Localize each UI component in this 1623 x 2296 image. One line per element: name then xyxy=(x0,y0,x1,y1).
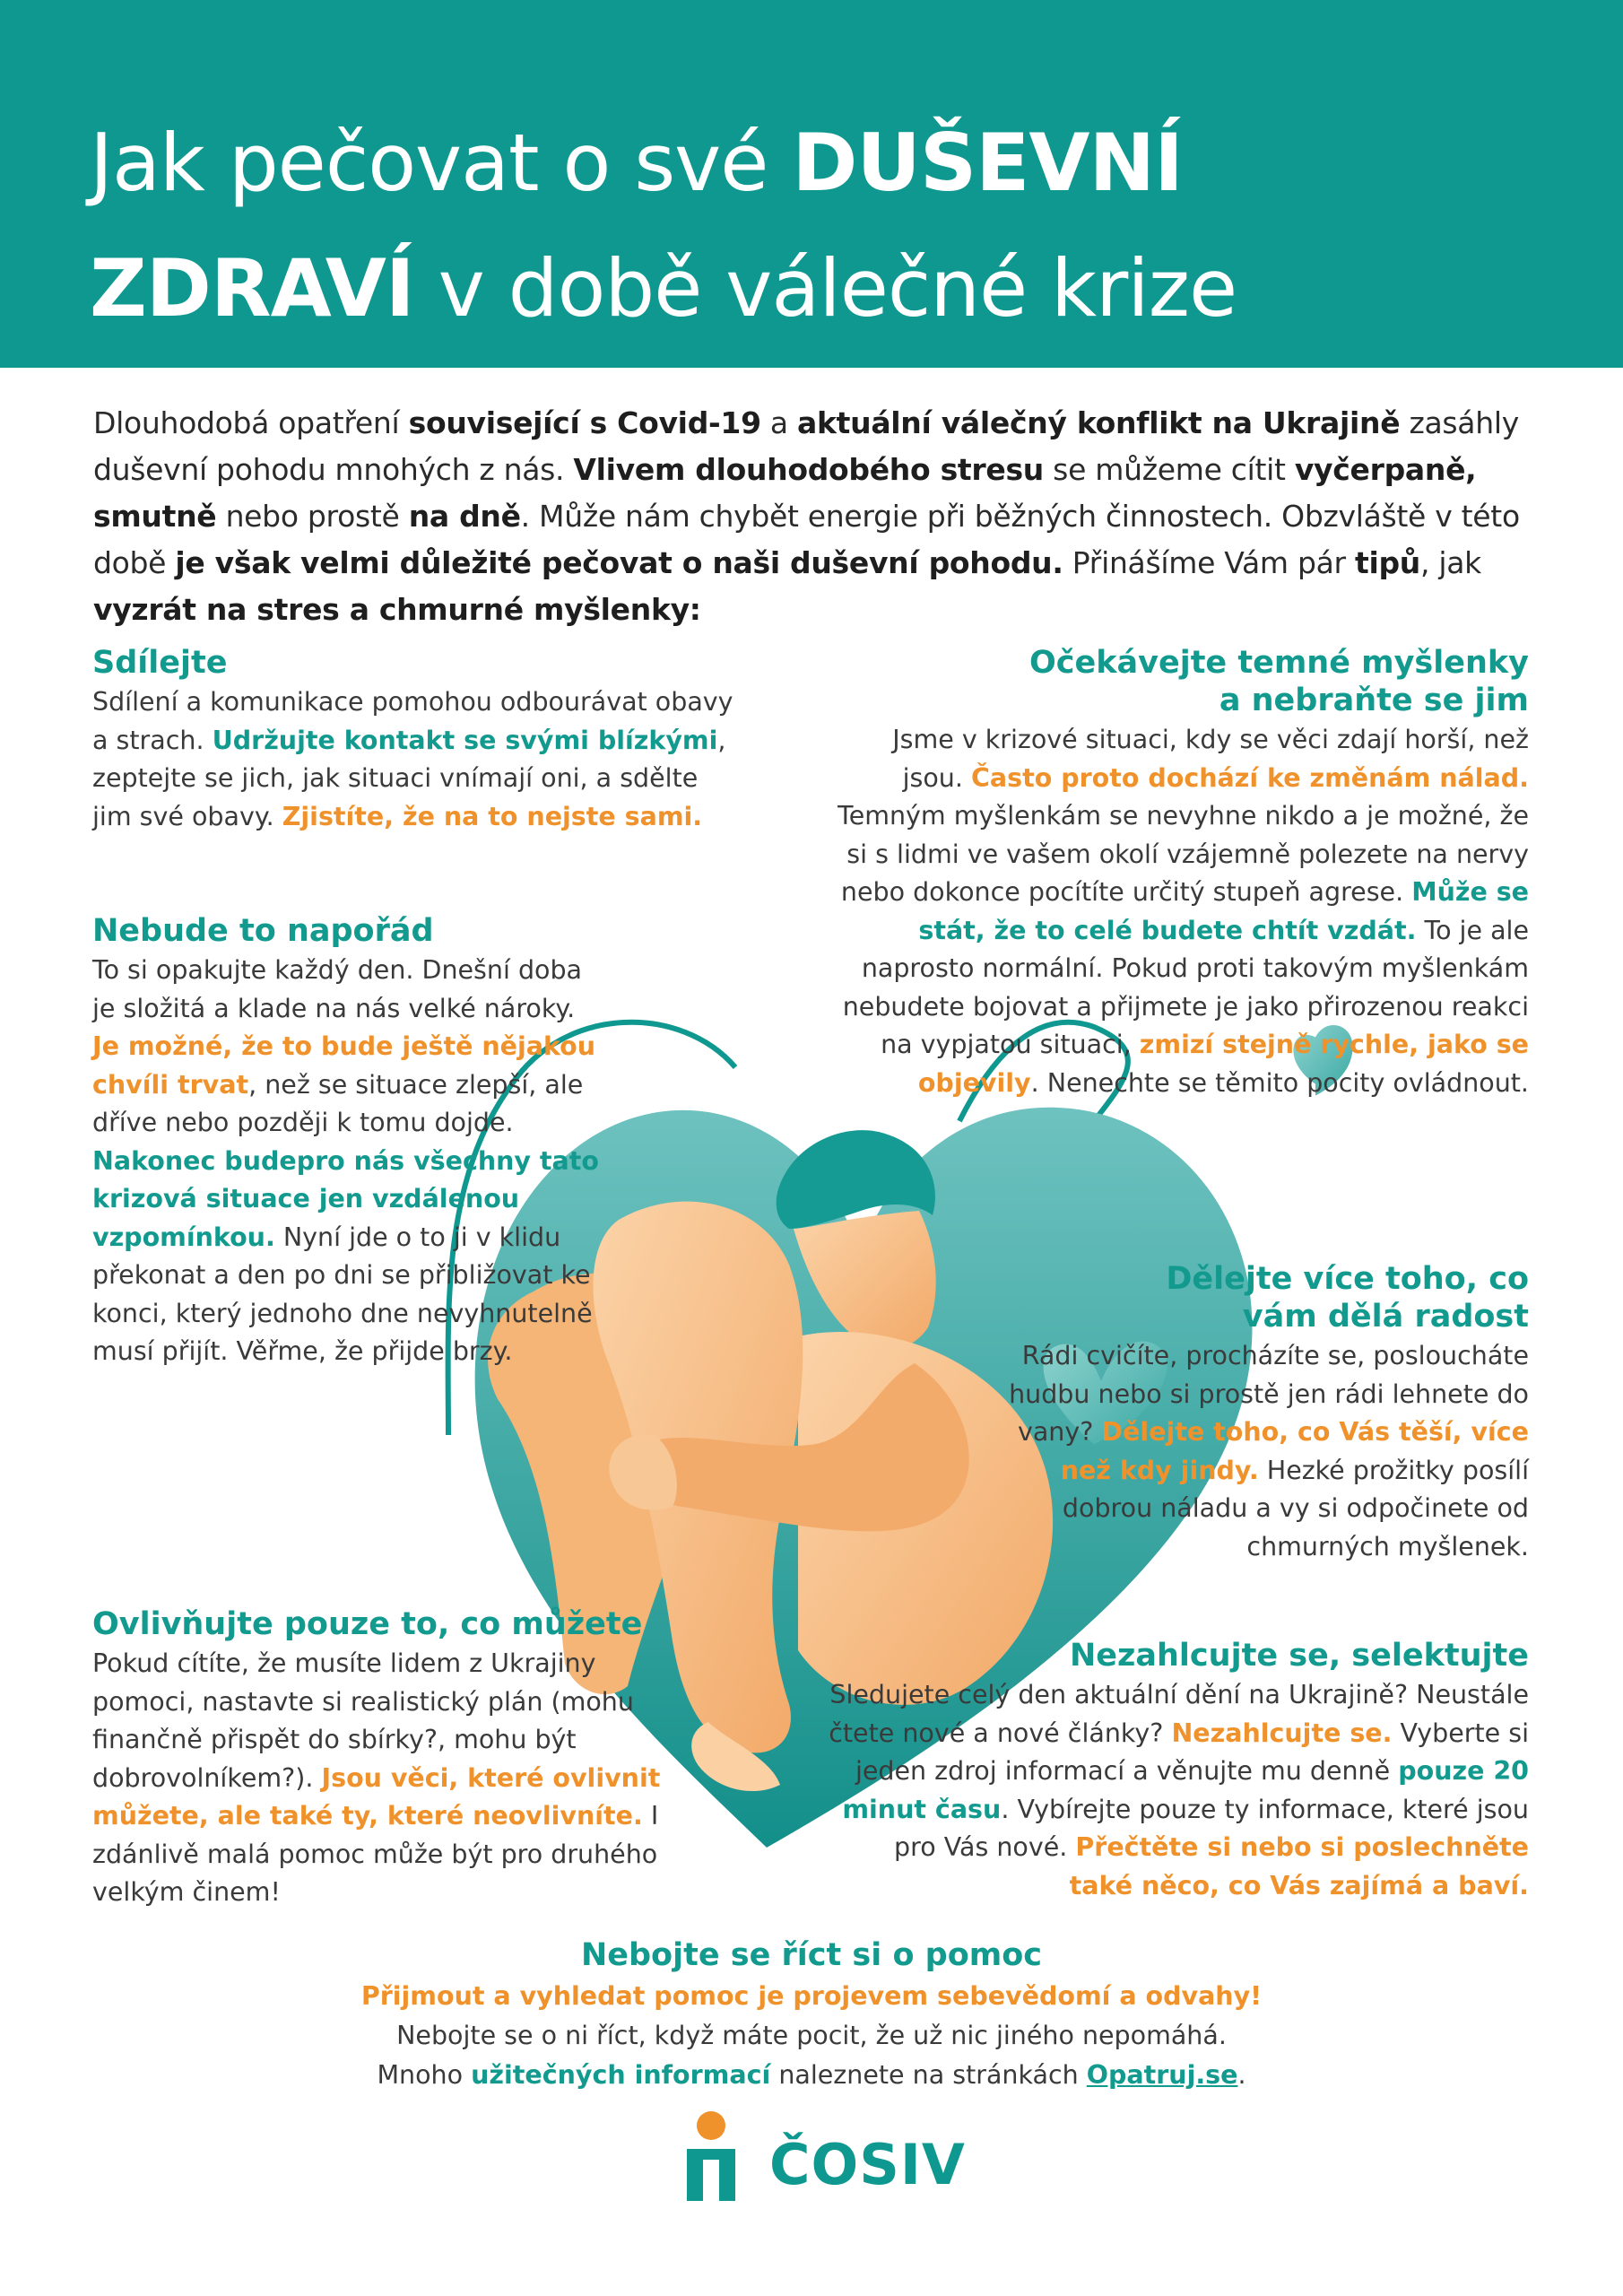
text-run: Sdílení a komunikace pomohou odbourávat obavy a strach. xyxy=(92,687,733,755)
text-run: , zeptejte se jich, jak situaci vnímají oni, a sdělte jim své obavy. xyxy=(92,725,726,831)
intro-text: Dlouhodobá opatření xyxy=(93,405,409,440)
intro-bold: aktuální válečný konflikt na Ukrajině xyxy=(797,405,1401,440)
cosiv-logo xyxy=(681,2109,966,2208)
intro-paragraph xyxy=(93,400,1564,633)
text-run: Temným myšlenkám se nevyhne nikdo a je možné, že si s lidmi ve vašem okolí vzájemně polezete na nervy nebo dokonce pocítíte určitý stupeň agrese. xyxy=(838,801,1529,907)
title-part: v době válečné krize xyxy=(413,242,1237,335)
intro-bold: je však velmi důležité pečovat o naši duševní pohodu. xyxy=(175,545,1063,580)
text-run: . Vybírejte pouze ty informace, které jsou pro Vás nové. xyxy=(894,1794,1529,1862)
text-run: To si opakujte každý den. Dnešní doba je složitá a klade na nás velké nároky. xyxy=(92,955,583,1023)
title-part: Jak pečovat o své xyxy=(90,117,793,209)
section-title: Nezahlcujte se, selektujte xyxy=(1070,1638,1529,1674)
section-title xyxy=(825,644,1529,719)
highlight-orange: Dělejte toho, co Vás těší, více než kdy jindy. xyxy=(1060,1417,1529,1485)
text-run: Vyberte si jeden zdroj informací a věnujte mu denně xyxy=(855,1718,1529,1786)
text-run: , než se situace zlepší, ale dříve nebo později k tomu dojde. xyxy=(92,1069,584,1137)
text-run: . Nenechte se těmito pocity ovládnout. xyxy=(1030,1067,1529,1098)
intro-bold: vyzrát na stres a chmurné myšlenky: xyxy=(93,592,701,627)
title-line: Dělejte více toho, co xyxy=(1166,1261,1529,1297)
text-run: Rádi cvičíte, procházíte se, posloucháte hudbu nebo si prostě jen rádi lehnete do vany? xyxy=(1009,1341,1529,1447)
title-line: vám dělá radost xyxy=(1242,1299,1529,1335)
text-run: . xyxy=(1237,2060,1246,2090)
highlight-teal: Nakonec budepro nás všechny tato krizová situace jen vzdálenou vzpomínkou. xyxy=(92,1145,599,1252)
section-title: Sdílejte xyxy=(92,645,228,681)
intro-text: a xyxy=(760,405,798,440)
header-banner xyxy=(0,0,1623,368)
section-title: Nebude to napořád xyxy=(92,913,434,949)
text-run: Mnoho xyxy=(377,2060,472,2090)
section-nebude-to-naporad xyxy=(92,912,626,1371)
text-run: Hezké prožitky posílí dobrou náladu a vy si odpočinete od chmurných myšlenek. xyxy=(1062,1455,1529,1561)
section-ovlivnujte xyxy=(92,1605,684,1912)
page-title xyxy=(90,100,1569,352)
intro-text: , jak xyxy=(1420,545,1481,580)
intro-text: . Může nám chybět energie při běžných činnostech. Obzvláště v této době xyxy=(93,499,1520,580)
title-bold-part: ZDRAVÍ xyxy=(90,242,414,335)
footer xyxy=(0,1934,1623,2095)
text-run: Sledujete celý den aktuální dění na Ukrajině? Neustále čtete nové a nové články? xyxy=(829,1680,1529,1748)
section-text xyxy=(92,1645,684,1912)
logo-mark-icon xyxy=(681,2109,771,2208)
footer-line-1: Přijmout a vyhledat pomoc je projevem sebevědomí a odvahy! xyxy=(360,1981,1263,2011)
footer-line-3 xyxy=(0,2056,1623,2095)
text-run: Pokud cítíte, že musíte lidem z Ukrajiny pomoci, nastavte si realistický plán (mohu finančně přispět do sbírky?, mohu být dobrovolníkem?). xyxy=(92,1648,634,1793)
text-run: Jsme v krizové situaci, kdy se věci zdají horší, než jsou. xyxy=(892,725,1529,793)
highlight-teal: užitečných informací xyxy=(471,2060,771,2090)
intro-text: Přinášíme Vám pár xyxy=(1063,545,1355,580)
title-line: Očekávejte temné myšlenky xyxy=(1029,645,1529,681)
highlight-orange: zmizí stejně rychle, jako se objevily xyxy=(917,1030,1529,1098)
logo-text: ČOSIV xyxy=(769,2132,966,2197)
title-bold-part: DUŠEVNÍ xyxy=(792,117,1183,209)
section-delejte-radost xyxy=(1009,1260,1529,1566)
highlight-orange: Je možné, že to bude ještě nějakou chvíli trvat xyxy=(92,1031,596,1100)
highlight-orange: Zjistíte, že na to nejste sami. xyxy=(282,801,703,831)
section-title: Ovlivňujte pouze to, co můžete xyxy=(92,1606,643,1642)
section-title xyxy=(1009,1260,1529,1335)
text-run: naleznete na stránkách xyxy=(770,2060,1087,2090)
highlight-teal: pouze 20 minut času xyxy=(842,1756,1529,1824)
intro-bold: tipů xyxy=(1354,545,1420,580)
intro-bold: na dně xyxy=(408,499,521,534)
intro-bold: související s Covid-19 xyxy=(408,405,761,440)
section-text xyxy=(92,952,603,1371)
highlight-orange: Nezahlcujte se. xyxy=(1171,1718,1393,1748)
section-text xyxy=(1009,1337,1529,1566)
title-line: a nebraňte se jim xyxy=(1219,683,1529,718)
opatruj-link[interactable]: Opatruj.se xyxy=(1086,2060,1238,2090)
intro-text: zasáhly duševní pohodu mnohých z nás. xyxy=(93,405,1519,487)
text-run: I zdánlivě malá pomoc může být pro druhého velkým činem! xyxy=(92,1801,659,1907)
highlight-orange: Často proto dochází ke změnám nálad. xyxy=(970,762,1529,793)
section-nezahlcujte xyxy=(825,1637,1529,1905)
section-ocekavejte xyxy=(825,644,1529,1102)
text-run: Nyní jde o to ji v klidu překonat a den po dni se přibližovat ke konci, který jednoho dne nevyhnutelně musí přijít. Věřme, že přijde brzy. xyxy=(92,1222,593,1366)
text-run: To je ale naprosto normální. Pokud proti takovým myšlenkám nebudete bojovat a přijmete je jako přirozenou reakci na vypjatou situaci, xyxy=(842,915,1529,1059)
footer-title: Nebojte se říct si o pomoc xyxy=(580,1937,1043,1973)
highlight-orange: Jsou věci, které ovlivnit můžete, ale také ty, které neovlivníte. xyxy=(92,1762,661,1831)
highlight-orange: Přečtěte si nebo si poslechněte také něco, co Vás zajímá a baví. xyxy=(1069,1832,1529,1900)
intro-bold: Vlivem dlouhodobého stresu xyxy=(573,452,1044,487)
highlight-teal: Udržujte kontakt se svými blízkými xyxy=(212,725,718,755)
intro-bold: vyčerpaně, smutně xyxy=(93,452,1477,534)
section-text xyxy=(825,721,1529,1102)
section-text xyxy=(92,683,738,836)
highlight-teal: Může se stát, že to celé budete chtít vzdát. xyxy=(918,877,1529,945)
intro-text: se můžeme cítit xyxy=(1043,452,1295,487)
section-text xyxy=(825,1676,1529,1905)
footer-line-2: Nebojte se o ni říct, když máte pocit, že už nic jiného nepomáhá. xyxy=(396,2021,1227,2050)
intro-text: nebo prostě xyxy=(216,499,409,534)
section-sdilejte xyxy=(92,644,738,836)
